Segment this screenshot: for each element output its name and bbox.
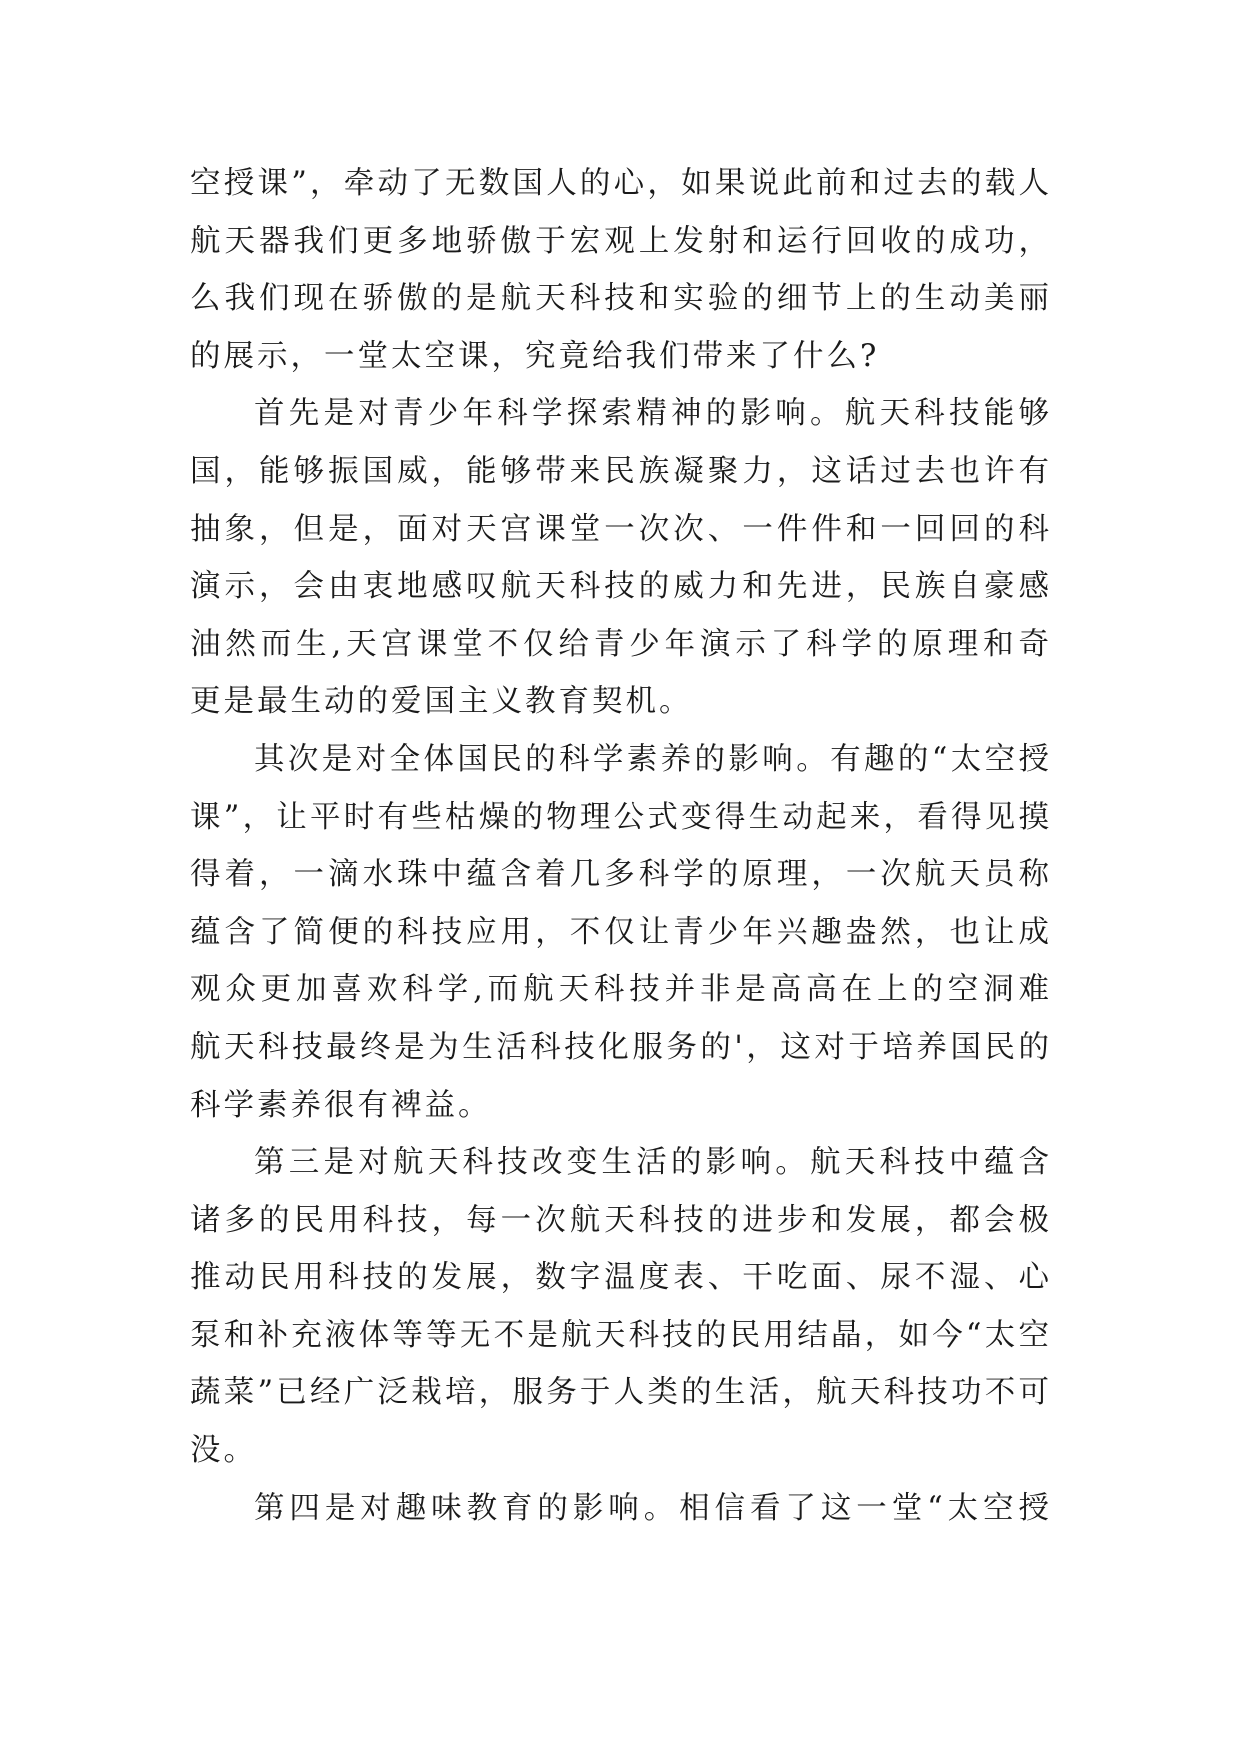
text-line: 第三是对航天科技改变生活的影响。航天科技中蕴含	[254, 1145, 1052, 1181]
text-line: 观众更加喜欢科学,而航天科技并非是高高在上的空洞难	[190, 972, 1052, 1008]
text-line: 科学素养很有裨益。	[190, 1087, 492, 1123]
text-line: 推动民用科技的发展，数字温度表、干吃面、尿不湿、心	[190, 1260, 1052, 1296]
text-line: 的展示，一堂太空课，究竟给我们带来了什么?	[190, 338, 880, 374]
text-line: 抽象，但是，面对天宫课堂一次次、一件件和一回回的科	[190, 511, 1052, 547]
text-line: 航天科技最终是为生活科技化服务的'，这对于培养国民的	[190, 1029, 1052, 1065]
text-line: 得着，一滴水珠中蕴含着几多科学的原理，一次航天员称	[190, 857, 1052, 893]
text-line: 第四是对趣味教育的影响。相信看了这一堂“太空授	[254, 1490, 1052, 1526]
text-line: 空授课”，牵动了无数国人的心，如果说此前和过去的载人	[190, 166, 1052, 201]
document-body	[190, 155, 1052, 1537]
text-line: 首先是对青少年科学探索精神的影响。航天科技能够	[254, 396, 1052, 432]
text-line: 么我们现在骄傲的是航天科技和实验的细节上的生动美丽	[190, 281, 1052, 317]
text-line: 课”，让平时有些枯燥的物理公式变得生动起来，看得见摸	[190, 799, 1052, 835]
text-line: 国，能够振国威，能够带来民族凝聚力，这话过去也许有	[190, 453, 1052, 489]
text-line: 蕴含了简便的科技应用，不仅让青少年兴趣盎然，也让成	[190, 914, 1052, 950]
text-line: 诸多的民用科技，每一次航天科技的进步和发展，都会极	[190, 1202, 1052, 1238]
text-line: 没。	[190, 1433, 257, 1469]
text-line: 蔬菜”已经广泛栽培，服务于人类的生活，航天科技功不可	[190, 1375, 1052, 1411]
text-line: 演示，会由衷地感叹航天科技的威力和先进，民族自豪感	[190, 569, 1052, 605]
text-line: 油然而生,天宫课堂不仅给青少年演示了科学的原理和奇	[190, 626, 1052, 662]
text-line: 航天器我们更多地骄傲于宏观上发射和运行回收的成功，	[190, 223, 1052, 259]
text-line: 泵和补充液体等等无不是航天科技的民用结晶，如今“太空	[190, 1317, 1052, 1353]
text-line: 其次是对全体国民的科学素养的影响。有趣的“太空授	[254, 741, 1052, 777]
text-line: 更是最生动的爱国主义教育契机。	[190, 684, 693, 720]
